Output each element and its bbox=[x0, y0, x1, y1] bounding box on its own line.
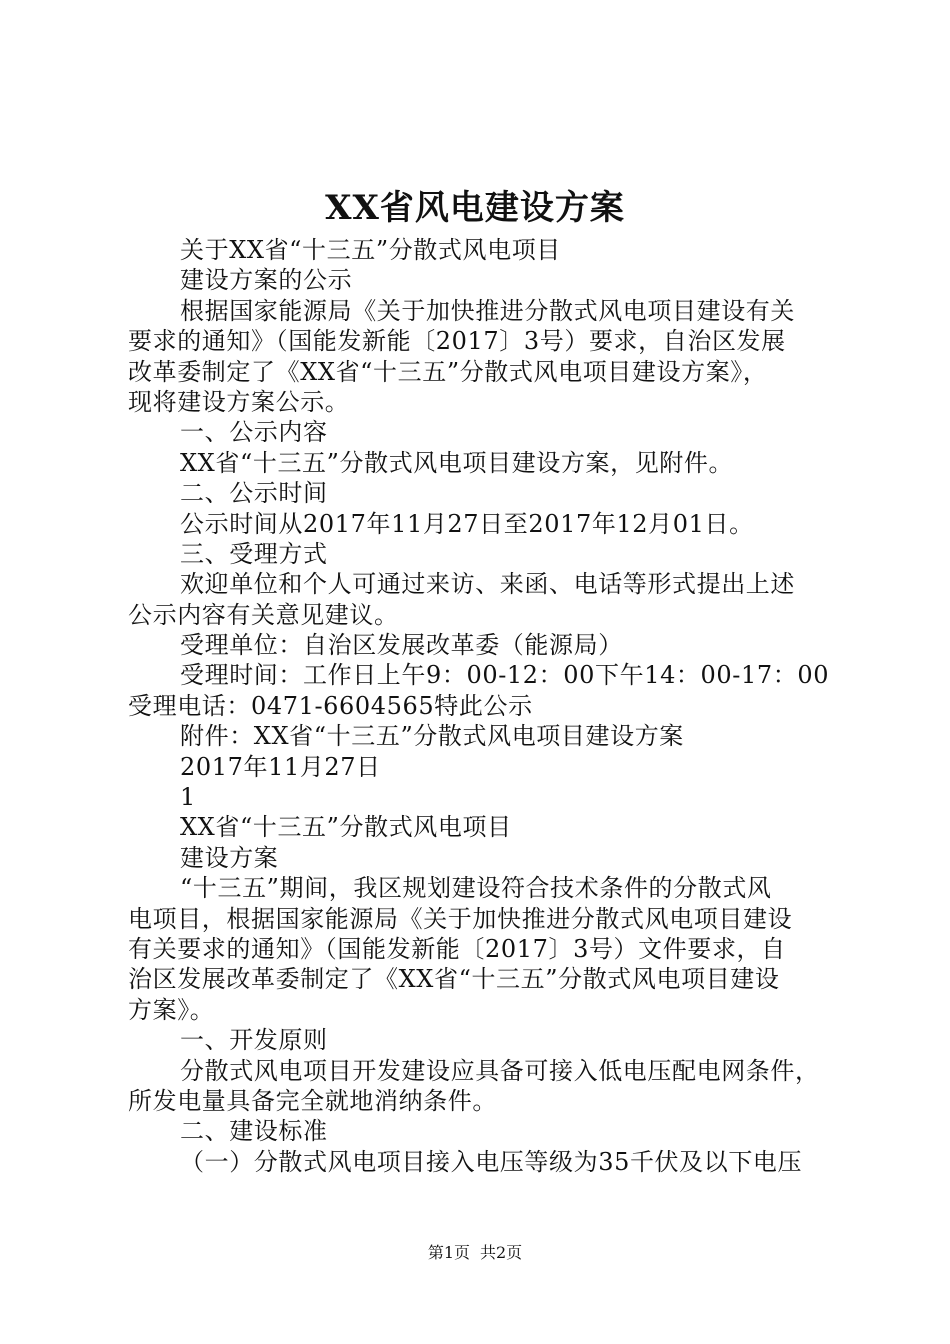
paragraph-line: 受理单位：自治区发展改革委（能源局） bbox=[180, 631, 623, 660]
paragraph-line: 所发电量具备完全就地消纳条件。 bbox=[128, 1086, 497, 1115]
paragraph-line: 关于XX省“十三五”分散式风电项目 bbox=[180, 236, 561, 264]
paragraph-line: 治区发展改革委制定了《XX省“十三五”分散式风电项目建设 bbox=[128, 965, 780, 994]
paragraph-line: 欢迎单位和个人可通过来访、来函、电话等形式提出上述 bbox=[180, 570, 795, 599]
paragraph-line: 一、开发原则 bbox=[180, 1026, 328, 1055]
paragraph-line: 受理时间：工作日上午9：00-12：00下午14：00-17：00 bbox=[180, 661, 830, 690]
paragraph-line: 三、受理方式 bbox=[180, 539, 328, 568]
paragraph-line: 受理电话：0471-6604565特此公示 bbox=[128, 691, 533, 720]
paragraph-line: 现将建设方案公示。 bbox=[128, 387, 350, 416]
paragraph-line: 改革委制定了《XX省“十三五”分散式风电项目建设方案》， bbox=[128, 357, 768, 386]
document-body bbox=[128, 235, 838, 1177]
paragraph-line: “十三五”期间，我区规划建设符合技术条件的分散式风 bbox=[180, 874, 772, 903]
page-number-label: 第1页 bbox=[427, 1243, 470, 1262]
paragraph-line: 建设方案的公示 bbox=[180, 266, 353, 295]
document-title: XX省风电建设方案 bbox=[325, 188, 625, 228]
paragraph-line: （一）分散式风电项目接入电压等级为35千伏及以下电压 bbox=[180, 1147, 803, 1176]
paragraph-line: 公示内容有关意见建议。 bbox=[128, 600, 399, 629]
paragraph-line: 一、公示内容 bbox=[180, 418, 328, 447]
paragraph-line: 方案》。 bbox=[128, 995, 215, 1024]
paragraph-line: 要求的通知》（国能发新能〔2017〕3号）要求，自治区发展 bbox=[128, 327, 786, 356]
page-total-label: 共2页 bbox=[480, 1243, 523, 1262]
paragraph-line: 附件：XX省“十三五”分散式风电项目建设方案 bbox=[180, 722, 684, 751]
paragraph-line: 根据国家能源局《关于加快推进分散式风电项目建设有关 bbox=[180, 296, 795, 325]
paragraph-line: 二、公示时间 bbox=[180, 479, 328, 508]
paragraph-line: 二、建设标准 bbox=[180, 1117, 328, 1146]
page-footer bbox=[0, 1241, 950, 1265]
paragraph-line: 公示时间从2017年11月27日至2017年12月01日。 bbox=[180, 509, 754, 538]
paragraph-line: XX省“十三五”分散式风电项目建设方案，见附件。 bbox=[180, 448, 734, 477]
paragraph-line: XX省“十三五”分散式风电项目 bbox=[180, 813, 512, 842]
paragraph-line: 建设方案 bbox=[180, 843, 279, 872]
paragraph-line: 有关要求的通知》（国能发新能〔2017〕3号）文件要求，自 bbox=[128, 934, 786, 963]
paragraph-line: 1 bbox=[180, 783, 196, 812]
paragraph-line: 2017年11月27日 bbox=[180, 752, 381, 781]
paragraph-line: 分散式风电项目开发建设应具备可接入低电压配电网条件， bbox=[180, 1056, 820, 1085]
paragraph-line: 电项目，根据国家能源局《关于加快推进分散式风电项目建设 bbox=[128, 904, 793, 933]
